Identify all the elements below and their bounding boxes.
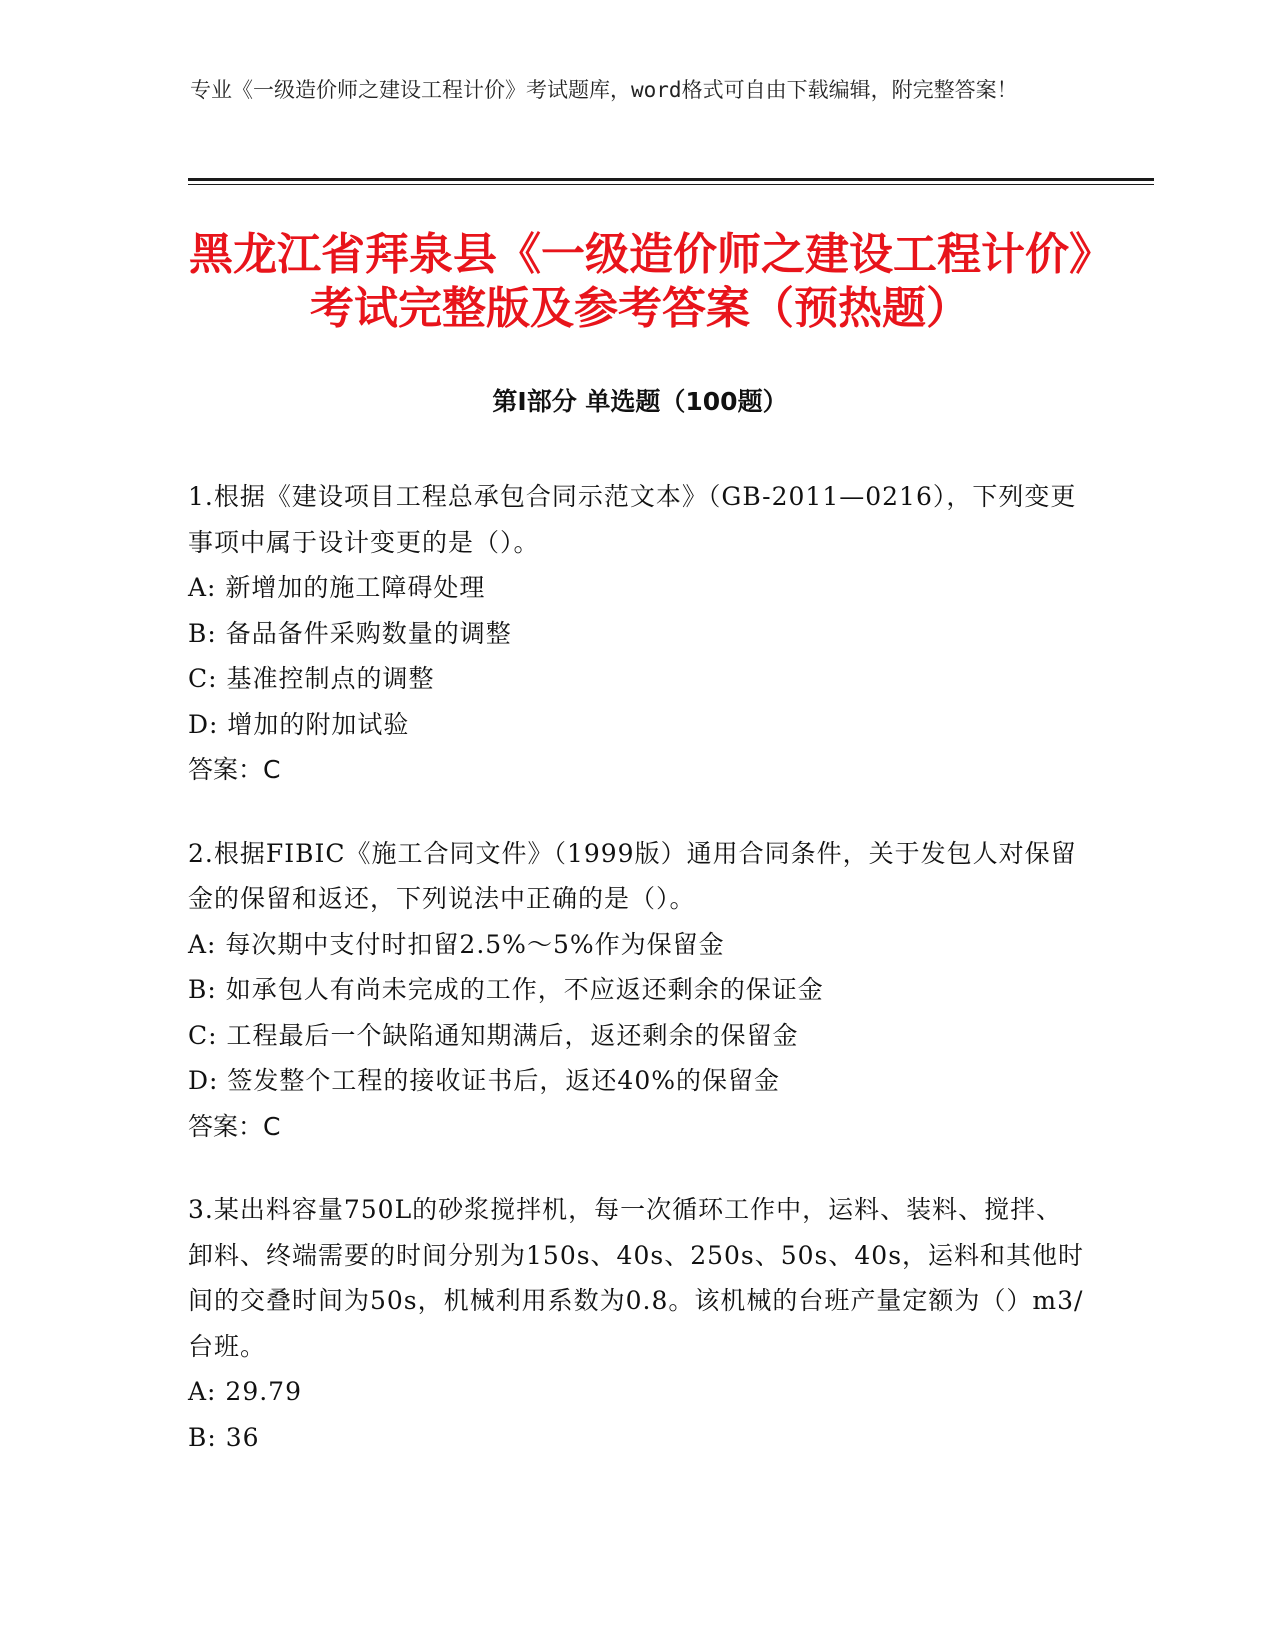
header-note: 专业《一级造价师之建设工程计价》考试题库，word格式可自由下载编辑，附完整答案！ bbox=[190, 78, 1018, 102]
question-stem: 1.根据《建设项目工程总承包合同示范文本》（GB-2011—0216），下列变更事项中属于设计变更的是（）。 bbox=[188, 482, 1077, 557]
question-3 bbox=[188, 1187, 1088, 1460]
option-a: A: 每次期中支付时扣留2.5%～5%作为保留金 bbox=[188, 929, 725, 959]
option-d: D: 增加的附加试验 bbox=[188, 709, 410, 739]
section-title: 第Ⅰ部分 单选题（100题） bbox=[492, 387, 788, 416]
answer: 答案：C bbox=[188, 1111, 281, 1141]
question-stem: 2.根据FIBIC《施工合同文件》（1999版）通用合同条件，关于发包人对保留金的保留和返还，下列说法中正确的是（）。 bbox=[188, 838, 1077, 913]
option-a: A: 新增加的施工障碍处理 bbox=[188, 573, 486, 602]
option-b: B: 36 bbox=[188, 1422, 260, 1452]
option-b: B: 如承包人有尚未完成的工作，不应返还剩余的保证金 bbox=[188, 975, 824, 1004]
question-1 bbox=[188, 474, 1088, 793]
header-divider-thick bbox=[188, 178, 1154, 181]
option-d: D: 签发整个工程的接收证书后，返还40%的保留金 bbox=[188, 1066, 780, 1095]
option-c: C: 基准控制点的调整 bbox=[188, 664, 435, 693]
option-b: B: 备品备件采购数量的调整 bbox=[188, 618, 512, 648]
question-list bbox=[188, 474, 1088, 1498]
header-divider-thin bbox=[188, 184, 1154, 185]
question-2 bbox=[188, 831, 1088, 1150]
answer: 答案：C bbox=[188, 755, 281, 784]
option-a: A: 29.79 bbox=[188, 1377, 302, 1406]
document-title: 黑龙江省拜泉县《一级造价师之建设工程计价》考试完整版及参考答案（预热题） bbox=[189, 229, 1091, 334]
question-stem: 3.某出料容量750L的砂浆搅拌机，每一次循环工作中，运料、装料、搅拌、卸料、终端需要的时间分别为150s、40s、250s、50s、40s，运料和其他时间的交叠时间为50s，机械利用系数为0.8。该机械的台班产量定额为（）m3/台班。 bbox=[188, 1195, 1085, 1361]
option-c: C: 工程最后一个缺陷通知期满后，返还剩余的保留金 bbox=[188, 1020, 799, 1050]
